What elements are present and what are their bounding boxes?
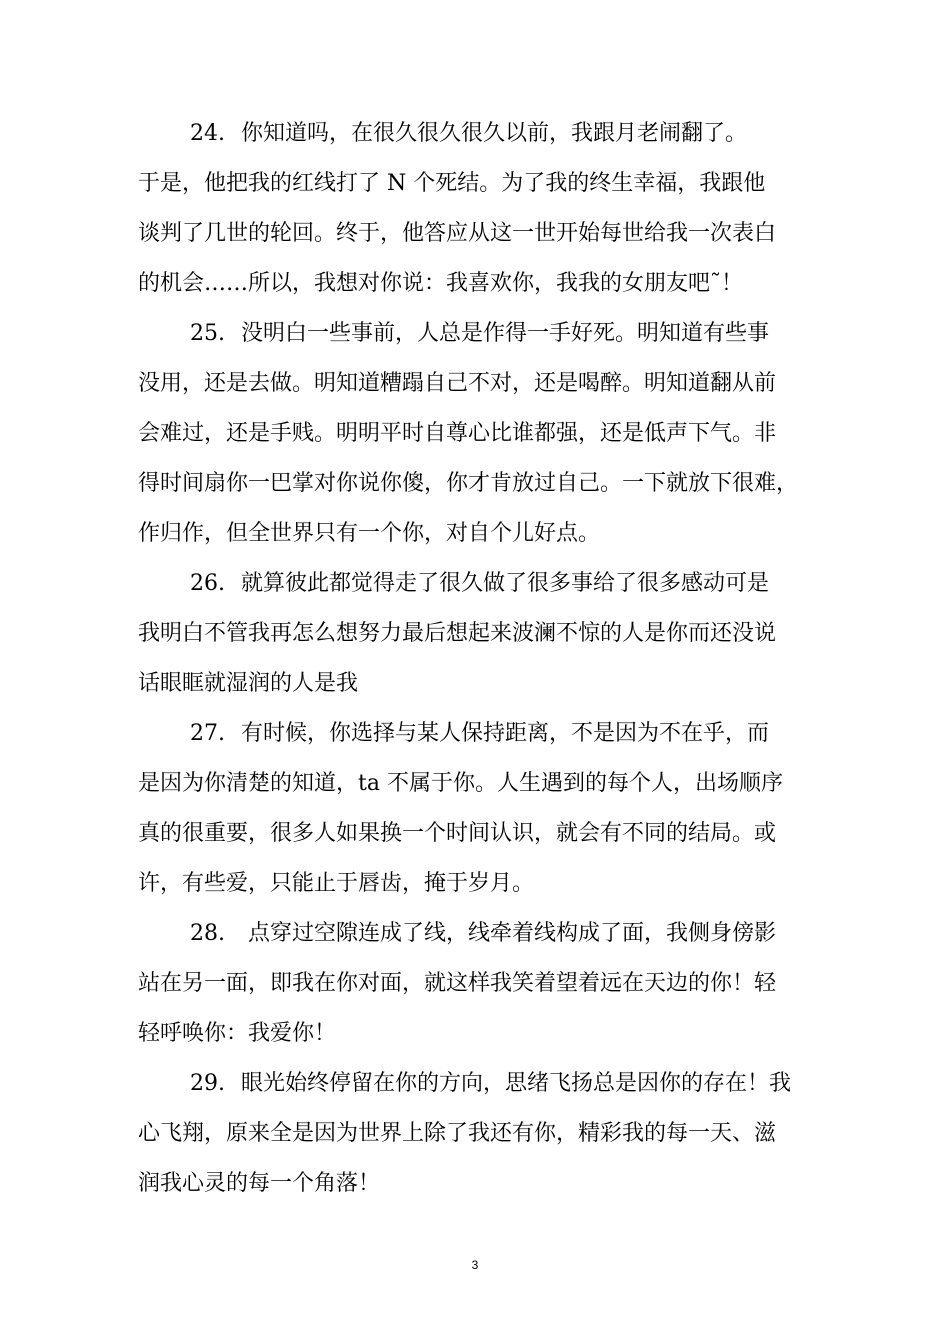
paragraph-28-line-3: 轻呼唤你：我爱你！ [138,1021,337,1046]
paragraph-text: 就算彼此都觉得走了很久做了很多事给了很多感动可是 [241,571,770,596]
paragraph-24-line-2: 于是，他把我的红线打了 N 个死结。为了我的终生幸福，我跟他 [138,171,766,196]
paragraph-28-line-2: 站在另一面，即我在你对面，就这样我笑着望着远在天边的你！轻 [138,971,777,996]
paragraph-29-line-3: 润我心灵的每一个角落！ [138,1171,381,1196]
paragraph-27-line-2: 是因为你清楚的知道，ta 不属于你。人生遇到的每个人，出场顺序 [138,771,783,796]
page-number: 3 [471,1258,479,1272]
paragraph-number: 24. [190,121,225,146]
paragraph-26-line-1 [190,569,769,599]
paragraph-27-line-1 [190,719,769,749]
paragraph-24-line-3: 谈判了几世的轮回。终于，他答应从这一世开始每世给我一次表白 [138,221,777,246]
paragraph-26-line-2: 我明白不管我再怎么想努力最后想起来波澜不惊的人是你而还没说 [138,621,777,646]
paragraph-25-line-4: 得时间扇你一巴掌对你说你傻，你才肯放过自己。一下就放下很难， [138,471,799,496]
paragraph-27-line-4: 许，有些爱，只能止于唇齿，掩于岁月。 [138,871,535,896]
paragraph-26-line-3: 话眼眶就湿润的人是我 [138,671,359,696]
paragraph-number: 27. [190,721,225,746]
paragraph-number: 25. [190,321,225,346]
paragraph-text: 点穿过空隙连成了线，线牵着线构成了面，我侧身傍影 [241,921,776,946]
paragraph-24-line-1 [190,119,747,149]
paragraph-number: 28. [190,921,225,946]
paragraph-25-line-1 [190,319,769,349]
paragraph-number: 26. [190,571,225,596]
paragraph-29-line-1 [190,1069,791,1099]
paragraph-25-line-3: 会难过，还是手贱。明明平时自尊心比谁都强，还是低声下气。非 [138,421,777,446]
paragraph-24-line-4: 的机会……所以，我想对你说：我喜欢你，我我的女朋友吧˜！ [138,271,744,296]
paragraph-text: 眼光始终停留在你的方向，思绪飞扬总是因你的存在！我 [241,1071,792,1096]
paragraph-28-line-1 [190,919,776,949]
paragraph-text: 没明白一些事前，人总是作得一手好死。明知道有些事 [241,321,770,346]
paragraph-25-line-5: 作归作，但全世界只有一个你，对自个儿好点。 [138,521,601,546]
paragraph-number: 29. [190,1071,225,1096]
paragraph-29-line-2: 心飞翔，原来全是因为世界上除了我还有你，精彩我的每一天、滋 [138,1121,777,1146]
paragraph-text: 有时候，你选择与某人保持距离，不是因为不在乎，而 [241,721,770,746]
paragraph-text: 你知道吗，在很久很久很久以前，我跟月老闹翻了。 [241,121,748,146]
paragraph-27-line-3: 真的很重要，很多人如果换一个时间认识，就会有不同的结局。或 [138,821,777,846]
paragraph-25-line-2: 没用，还是去做。明知道糟蹋自己不对，还是喝醉。明知道翻从前 [138,371,777,396]
